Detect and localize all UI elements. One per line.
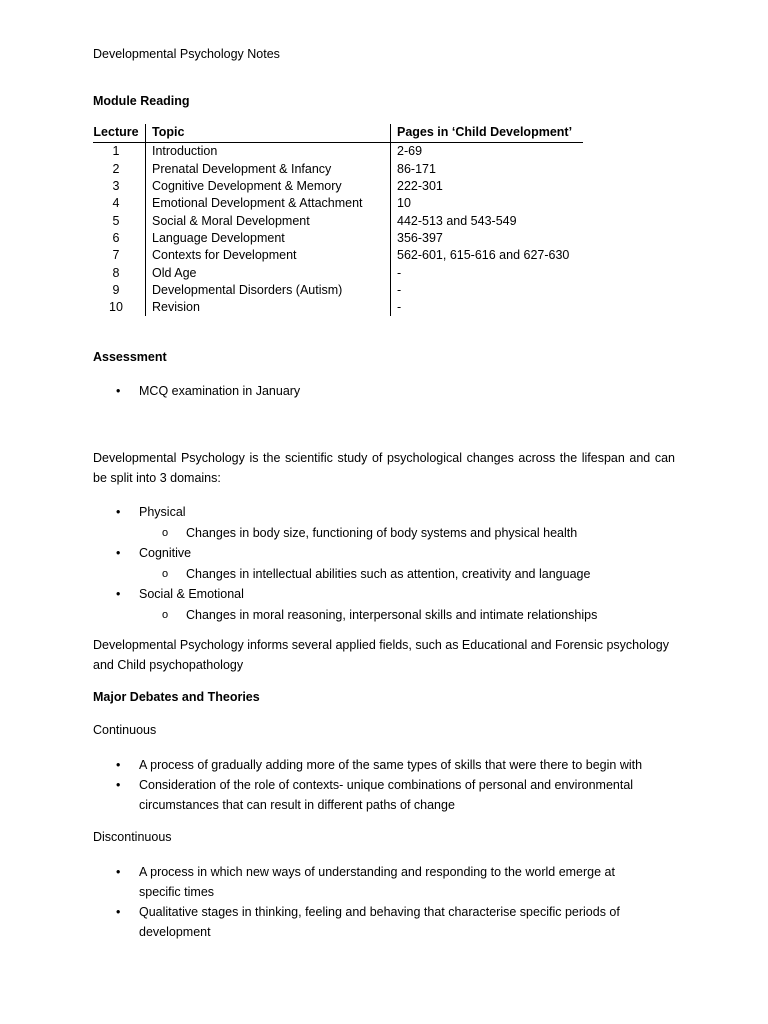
- lecture-topic: Revision: [146, 299, 391, 316]
- list-item: • Consideration of the role of contexts- unique combinations of personal and environmental circumstances that can result in different paths of change: [116, 775, 676, 815]
- lecture-topic: Social & Moral Development: [146, 212, 391, 229]
- assessment-heading: Assessment: [93, 350, 167, 364]
- lecture-number: 1: [93, 143, 146, 161]
- module-reading-heading: Module Reading: [93, 94, 190, 108]
- table-row: [93, 264, 583, 281]
- assessment-list: [116, 383, 300, 400]
- lecture-number: 9: [93, 282, 146, 299]
- lecture-topic: Developmental Disorders (Autism): [146, 282, 391, 299]
- applied-fields-paragraph: Developmental Psychology informs several applied fields, such as Educational and Forensic psychology and Child psychopathology: [93, 638, 670, 672]
- sub-list-item: o Changes in intellectual abilities such as attention, creativity and language: [162, 564, 597, 585]
- lecture-number: 6: [93, 230, 146, 247]
- table-row: [93, 282, 583, 299]
- lecture-pages: 86-171: [397, 161, 436, 176]
- domain-name: Cognitive: [139, 546, 192, 560]
- table-row: [93, 178, 583, 195]
- table-header-row: [93, 124, 583, 143]
- list-item: • A process of gradually adding more of the same types of skills that were there to begin with: [116, 755, 676, 775]
- domain-name: Social & Emotional: [139, 587, 244, 601]
- intro-paragraph: Developmental Psychology is the scientific study of psychological changes across the lifespan and can be split into 3 domains:: [93, 451, 675, 485]
- table-row: [93, 161, 583, 178]
- column-header-topic: Topic: [146, 124, 391, 143]
- lecture-topic: Introduction: [146, 143, 391, 161]
- table-row: [93, 195, 583, 212]
- lecture-pages: -: [397, 265, 402, 280]
- lecture-pages: 442-513 and 543-549: [397, 213, 517, 228]
- lecture-number: 8: [93, 264, 146, 281]
- continuous-list: [116, 755, 676, 815]
- table-row: [93, 247, 583, 264]
- domain-name: Physical: [139, 505, 186, 519]
- lecture-pages: -: [397, 282, 402, 297]
- discontinuous-list: [116, 862, 636, 942]
- domains-list: [116, 502, 597, 625]
- list-item: • MCQ examination in January: [116, 383, 300, 400]
- lecture-topic: Cognitive Development & Memory: [146, 178, 391, 195]
- lecture-topic: Prenatal Development & Infancy: [146, 161, 391, 178]
- column-header-pages: Pages in ‘Child Development’: [391, 124, 584, 143]
- sub-list-item: o Changes in body size, functioning of body systems and physical health: [162, 523, 597, 544]
- sub-list: [139, 523, 597, 544]
- lecture-topic: Language Development: [146, 230, 391, 247]
- module-reading-table: [93, 124, 583, 316]
- continuous-heading: Continuous: [93, 723, 157, 737]
- list-item: [116, 543, 597, 584]
- lecture-pages: 356-397: [397, 230, 443, 245]
- sub-list-item: o Changes in moral reasoning, interpersonal skills and intimate relationships: [162, 605, 597, 626]
- sub-list: [139, 564, 597, 585]
- lecture-number: 4: [93, 195, 146, 212]
- lecture-number: 2: [93, 161, 146, 178]
- table-row: [93, 212, 583, 229]
- list-item: • Qualitative stages in thinking, feeling and behaving that characterise specific periods of development: [116, 902, 636, 942]
- lecture-topic: Emotional Development & Attachment: [146, 195, 391, 212]
- list-item: • A process in which new ways of understanding and responding to the world emerge at specific times: [116, 862, 636, 902]
- major-debates-heading: Major Debates and Theories: [93, 690, 260, 704]
- sub-list: [139, 605, 597, 626]
- lecture-pages: 10: [397, 196, 411, 211]
- lecture-pages: 2-69: [397, 144, 423, 159]
- list-item: [116, 502, 597, 543]
- table-row: [93, 143, 583, 161]
- table-row: [93, 230, 583, 247]
- document-title: Developmental Psychology Notes: [93, 47, 280, 61]
- lecture-pages: 222-301: [397, 179, 443, 194]
- lecture-pages: 562-601, 615-616 and 627-630: [397, 248, 570, 263]
- lecture-pages: -: [397, 300, 402, 315]
- list-item: [116, 584, 597, 625]
- lecture-number: 3: [93, 178, 146, 195]
- lecture-topic: Old Age: [146, 264, 391, 281]
- discontinuous-heading: Discontinuous: [93, 830, 172, 844]
- lecture-number: 7: [93, 247, 146, 264]
- column-header-lecture: Lecture: [93, 124, 146, 143]
- lecture-number: 10: [93, 299, 146, 316]
- lecture-topic: Contexts for Development: [146, 247, 391, 264]
- lecture-number: 5: [93, 212, 146, 229]
- table-row: [93, 299, 583, 316]
